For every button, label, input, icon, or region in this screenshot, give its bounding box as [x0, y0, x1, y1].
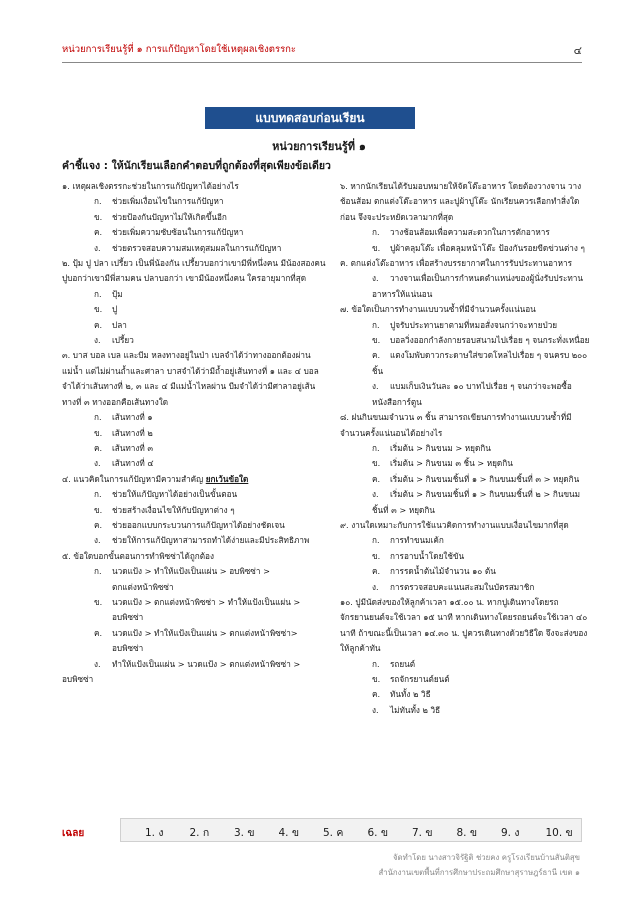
- option-letter: ค.: [94, 519, 103, 530]
- answer-item: 10. ข: [545, 827, 573, 839]
- option-text: บอลวิ่งออกกำลังกายรอบสนามไปเรื่อย ๆ จนกระทั่งเหนื่อย: [390, 335, 590, 346]
- option-text: ช่วยป้องกันปัญหาไม่ให้เกิดขึ้นอีก: [112, 211, 227, 222]
- option-text: การตรวจสอบคะแนนสะสมในบัตรสมาชิก: [390, 581, 535, 592]
- answer-option: [340, 379, 590, 410]
- option-text: ช่วยให้แก้ปัญหาได้อย่างเป็นขั้นตอน: [112, 489, 238, 500]
- question-text: ค. ตกแต่งโต๊ะอาหาร เพื่อสร้างบรรยากาศในการรับประทานอาหาร: [340, 258, 573, 269]
- option-text: วางช้อนส้อมเพื่อความสะดวกในการตักอาหาร: [390, 227, 550, 238]
- option-text: แตงโมพับดาวกระดาษใส่ขวดโหลไปเรื่อย ๆ จนครบ ๒๐๐ ชิ้น: [372, 350, 588, 376]
- option-letter: ข.: [94, 427, 103, 438]
- option-letter: ก.: [372, 227, 380, 238]
- option-continuation: อบพิซซ่า: [112, 643, 144, 654]
- option-text: วางจานเพื่อเป็นการกำหนดตำแหน่งของผู้นั่งรับประทานอาหารให้แน่นอน: [372, 273, 583, 299]
- option-text: ไม่ทันทั้ง ๒ วิธี: [390, 704, 441, 715]
- answer-option: [62, 302, 327, 317]
- answer-option: [340, 456, 590, 471]
- option-letter: ก.: [94, 412, 102, 423]
- question-text: ๒. ปุ้ม ปู ปลา เปรี้ยว เป็นพี่น้องกัน เปรี้ยวบอกว่าเขามีพี่หนึ่งคน มีน้องสองคน ปูบอกว่าเขามีพี่สามคน ปลาบอกว่า เขามีน้องหนึ่งคน ใครอายุมากที่สุด: [62, 258, 326, 284]
- option-letter: ง.: [94, 658, 101, 669]
- option-text: ปุ้ม: [112, 288, 123, 299]
- option-text: การทำขนมเค้ก: [390, 535, 444, 546]
- option-text: แบมเก็บเงินวันละ ๑๐ บาทไปเรื่อย ๆ จนกว่าจะพอซื้อหนังสือการ์ตูน: [372, 381, 572, 407]
- option-letter: ง.: [94, 242, 101, 253]
- option-letter: ก.: [94, 196, 102, 207]
- question-text: ๗. ข้อใดเป็นการทำงานแบบวนซ้ำที่มีจำนวนครั้งแน่นอน: [340, 304, 536, 315]
- option-letter: ข.: [372, 242, 381, 253]
- option-letter: ง.: [372, 581, 379, 592]
- option-text: ปูจรับประทานยาตามที่หมอสั่งจนกว่าจะหายป่วย: [390, 319, 558, 330]
- answer-option: [62, 518, 327, 533]
- option-letter: ข.: [94, 504, 103, 515]
- unit-title: หน่วยการเรียนรู้ที่ ๑: [272, 140, 366, 153]
- option-letter: ค.: [94, 442, 103, 453]
- answer-option: [62, 595, 327, 610]
- option-text: เริ่มต้น > กินขนม > หยุดกิน: [390, 442, 491, 453]
- left-question-column: [62, 179, 327, 687]
- option-text: ช่วยเพิ่มเงื่อนไขในการแก้ปัญหา: [112, 196, 224, 207]
- question-text: ๑. เหตุผลเชิงตรรกะช่วยในการแก้ปัญหาได้อย่างไร: [62, 181, 239, 191]
- option-text: ปูผ้าคลุมโต๊ะ เพื่อคลุมหน้าโต๊ะ ป้องกันรอยขีดข่วนต่าง ๆ: [390, 242, 585, 253]
- option-text: เส้นทางที่ ๔: [112, 458, 154, 469]
- answer-option: [340, 271, 590, 302]
- answer-option: [62, 503, 327, 518]
- option-text: ช่วยเพิ่มความซับซ้อนในการแก้ปัญหา: [112, 227, 244, 238]
- option-letter: ข.: [94, 211, 103, 222]
- question-text: ๙. งานใดเหมาะกับการใช้แนวคิดการทำงานแบบเงื่อนไขมากที่สุด: [340, 519, 569, 530]
- answer-option: [340, 687, 590, 702]
- answer-key: [62, 818, 582, 842]
- option-text: ช่วยออกแบบกระบวนการแก้ปัญหาได้อย่างชัดเจน: [112, 519, 285, 530]
- option-continuation: ตกแต่งหน้าพิซซ่า: [112, 581, 174, 592]
- option-letter: ก.: [94, 566, 102, 577]
- answer-option: [62, 241, 327, 256]
- answer-key-box: [120, 818, 582, 842]
- answer-item: 1. ง: [145, 827, 164, 839]
- option-letter: ค.: [372, 566, 381, 577]
- option-letter: ก.: [372, 319, 380, 330]
- answer-item: 7. ข: [412, 827, 433, 839]
- option-letter: ก.: [372, 658, 380, 669]
- option-letter: ง.: [372, 704, 379, 715]
- option-letter: ค.: [372, 350, 381, 361]
- option-text: เริ่มต้น > กินขนมชิ้นที่ ๑ > กินขนมชิ้นที่ ๒ > กินขนมชิ้นที่ ๓ > หยุดกิน: [372, 489, 581, 515]
- option-letter: ง.: [94, 535, 101, 546]
- option-letter: ข.: [372, 674, 381, 684]
- answer-option: [62, 318, 327, 333]
- answer-item: 5. ค: [323, 827, 344, 839]
- answer-option: [62, 657, 327, 672]
- option-text: ช่วยตรวจสอบความสมเหตุสมผลในการแก้ปัญหา: [112, 242, 282, 253]
- option-letter: ก.: [94, 288, 102, 299]
- option-text: การรดน้ำต้นไม้จำนวน ๑๐ ต้น: [390, 566, 496, 577]
- option-text: เส้นทางที่ ๒: [112, 427, 153, 438]
- answer-item: 2. ก: [189, 827, 210, 839]
- answer-option: [340, 318, 590, 333]
- option-letter: ง.: [94, 458, 101, 469]
- answer-option: [340, 472, 590, 487]
- option-letter: ค.: [94, 627, 103, 638]
- option-text: ช่วยให้การแก้ปัญหาสามารถทำได้ง่ายและมีประสิทธิภาพ: [112, 535, 310, 546]
- answer-key-label: เฉลย: [62, 828, 85, 839]
- header-divider: [62, 62, 582, 63]
- option-text: เริ่มต้น > กินขนม ๓ ชิ้น > หยุดกิน: [390, 458, 513, 469]
- option-letter: ข.: [372, 335, 381, 346]
- pretest-banner: แบบทดสอบก่อนเรียน: [205, 107, 415, 129]
- option-letter: ก.: [94, 489, 102, 500]
- option-text: ทำให้แป้งเป็นแผ่น > นวดแป้ง > ตกแต่งหน้าพิซซ่า >: [112, 658, 301, 669]
- question-text: ๖. หากนักเรียนได้รับมอบหมายให้จัดโต๊ะอาหาร โดยต้องวางจาน วางช้อนส้อม ตกแต่งโต๊ะอาหาร และปูผ้าปูโต๊ะ นักเรียนควรเลือกทำสิ่งใดก่อน จึงจะประหยัดเวลามากที่สุด: [340, 181, 582, 222]
- answer-option: [340, 533, 590, 548]
- answer-option: [340, 672, 590, 687]
- question-body: ๔. แนวคิดในการแก้ปัญหามีความสำคัญ: [62, 473, 206, 484]
- answer-option: [62, 456, 327, 471]
- option-text: เส้นทางที่ ๑: [112, 412, 153, 423]
- option-continuation: อบพิซซ่า: [112, 612, 144, 623]
- option-text: ช่วยสร้างเงื่อนไขให้กับปัญหาต่าง ๆ: [112, 504, 235, 515]
- option-text: นวดแป้ง > ตกแต่งหน้าพิซซ่า > ทำให้แป้งเป็นแผ่น >: [112, 596, 301, 607]
- option-text: เปรี้ยว: [112, 335, 134, 346]
- option-text: นวดแป้ง > ทำให้แป้งเป็นแผ่น > ตกแต่งหน้าพิซซ่า>: [112, 627, 298, 638]
- question-text: ๘. ฝนกินขนมจำนวน ๓ ชิ้น สามารถเขียนการทำงานแบบวนซ้ำที่มีจำนวนครั้งแน่นอนได้อย่างไร: [340, 412, 572, 438]
- right-question-column: [340, 179, 590, 718]
- option-text: ทันทั้ง ๒ วิธี: [390, 689, 431, 700]
- answer-option: [62, 626, 327, 641]
- answer-option: [62, 210, 327, 225]
- answer-option: [62, 410, 327, 425]
- option-letter: ข.: [372, 550, 381, 561]
- option-letter: ค.: [372, 689, 381, 700]
- option-letter: ง.: [372, 273, 379, 284]
- answer-option: [340, 580, 590, 595]
- page-header: [62, 38, 582, 60]
- option-letter: ค.: [372, 473, 381, 484]
- header-title: หน่วยการเรียนรู้ที่ ๑ การแก้ปัญหาโดยใช้เหตุผลเชิงตรรกะ: [62, 44, 297, 55]
- option-text: รถจักรยานต์ยนต์: [390, 674, 450, 684]
- option-letter: ค.: [94, 227, 103, 238]
- answer-option: [62, 194, 327, 209]
- answer-option: [340, 487, 590, 518]
- option-letter: ข.: [94, 304, 103, 315]
- question-text: ๑๐. ปูมีนัดส่งของให้ลูกค้าเวลา ๑๕.๐๐ น. หากปูเดินทางโดยรถจักรยานยนต์จะใช้เวลา ๑๕ นาที หากเดินทางโดยรถยนต์จะใช้เวลา ๔๐ นาที ถ้าขณะนี้เป็นเวลา ๑๔.๓๐ น. ปูควรเดินทางด้วยวิธีใด จึงจะส่งของให้ลูกค้าทัน: [340, 596, 588, 654]
- option-letter: ง.: [372, 381, 379, 392]
- answer-option: [62, 287, 327, 302]
- question-text: อบพิซซ่า: [62, 674, 94, 684]
- answer-option: [62, 333, 327, 348]
- question-text: ๕. ข้อใดบอกขั้นตอนการทำพิซซ่าได้ถูกต้อง: [62, 550, 214, 561]
- option-text: นวดแป้ง > ทำให้แป้งเป็นแผ่น > อบพิซซ่า >: [112, 566, 270, 577]
- answer-option: [62, 225, 327, 240]
- page-footer: [378, 850, 580, 880]
- option-letter: ก.: [372, 535, 380, 546]
- answer-option: [340, 348, 590, 379]
- answer-option: [340, 657, 590, 672]
- option-text: เส้นทางที่ ๓: [112, 442, 153, 453]
- answer-option: [340, 241, 590, 256]
- footer-author: จัดทำโดย นางสาวจิรัฐิติ ช่วยคง ครูโรงเรียนบ้านสันติสุข: [392, 853, 580, 862]
- instruction-text: คำชี้แจง : ให้นักเรียนเลือกคำตอบที่ถูกต้องที่สุดเพียงข้อเดียว: [62, 160, 331, 172]
- option-letter: ง.: [94, 335, 101, 346]
- answer-item: 3. ข: [234, 827, 255, 839]
- option-letter: ค.: [94, 319, 103, 330]
- option-text: ปลา: [112, 319, 127, 330]
- answer-option: [340, 549, 590, 564]
- option-text: การอาบน้ำโดยใช้ขัน: [390, 550, 465, 561]
- question-text: [62, 472, 327, 487]
- option-text: รถยนต์: [390, 658, 416, 669]
- answer-option: [62, 441, 327, 456]
- option-text: ปู: [112, 304, 118, 315]
- answer-option: [62, 487, 327, 502]
- answer-option: [62, 533, 327, 548]
- answer-option: [340, 333, 590, 348]
- option-letter: ง.: [372, 489, 379, 500]
- answer-option: [340, 564, 590, 579]
- option-letter: ข.: [372, 458, 381, 469]
- footer-office: สำนักงานเขตพื้นที่การศึกษาประถมศึกษาสุราษฎร์ธานี เขต ๑: [378, 868, 580, 877]
- answer-item: 4. ข: [278, 827, 300, 839]
- answer-item: 6. ข: [367, 827, 389, 839]
- option-text: เริ่มต้น > กินขนมชิ้นที่ ๑ > กินขนมชิ้นที่ ๓ > หยุดกิน: [390, 473, 580, 484]
- answer-item: 8. ข: [456, 827, 478, 839]
- question-text: ๓. บาส บอล เบล และบีม หลงทางอยู่ในป่า เบลจำได้ว่าทางออกต้องผ่านแม่น้ำ แต่ไม่ผ่านถ้ำและศาลา บาสจำได้ว่ามีถ้ำอยู่เส้นทางที่ ๑ และ ๔ บอลจำได้ว่าเส้นทางที่ ๒, ๓ และ ๔ มีแม่น้ำไหลผ่าน บีมจำได้ว่ามีศาลาอยู่เส้นทางที่ ๓ ทางออกคือเส้นทางใด: [62, 350, 319, 407]
- option-letter: ก.: [372, 442, 380, 453]
- answer-option: [340, 703, 590, 718]
- answer-option: [62, 426, 327, 441]
- answer-item: 9. ง: [501, 827, 520, 839]
- answer-option: [340, 225, 590, 240]
- question-emphasis: ยกเว้นข้อใด: [205, 473, 249, 484]
- answer-option: [340, 441, 590, 456]
- page-number: ๔: [573, 44, 582, 57]
- option-letter: ข.: [94, 596, 103, 607]
- answer-option: [62, 564, 327, 579]
